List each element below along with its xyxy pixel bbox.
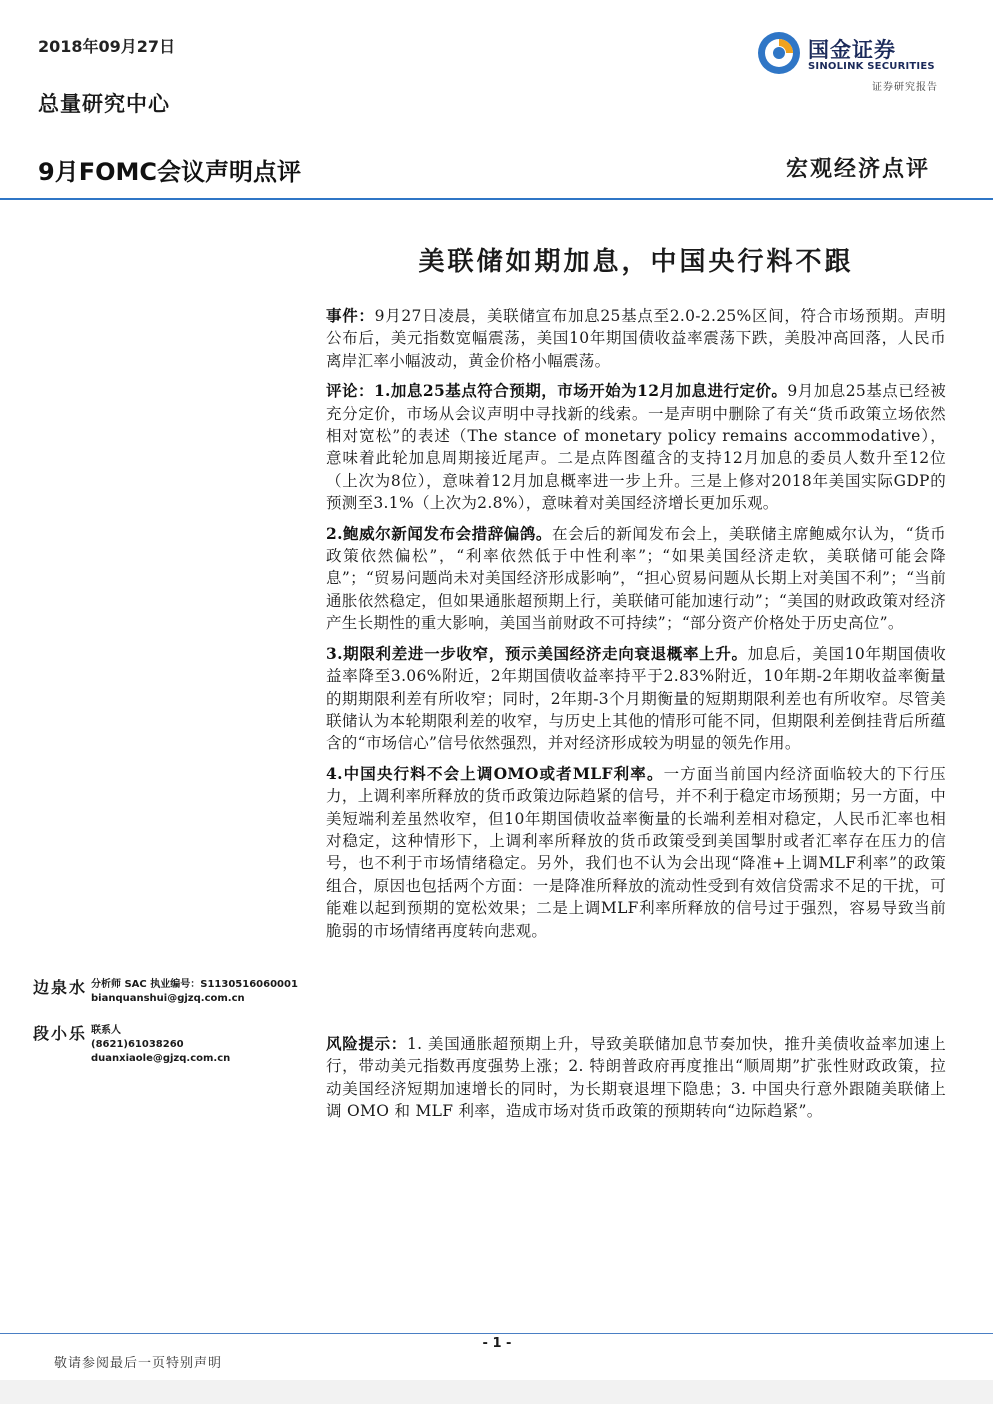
brand-name-en: SINOLINK SECURITIES	[808, 61, 935, 72]
contact-info	[91, 1021, 230, 1066]
doc-title: 9月FOMC会议声明点评	[38, 158, 301, 186]
analyst-email[interactable]: bianquanshui@gjzq.com.cn	[91, 993, 245, 1004]
contact-role: 联系人	[91, 1025, 121, 1036]
risk-text: 1. 美国通胀超预期上升，导致美联储加息节奏加快，推升美债收益率加速上行，带动美元指数再度强势上涨；2. 特朗普政府再度推出“顺周期”扩张性财政政策，拉动美国经济短期加速增长的同时，为长期衰退埋下隐患；3. 中国央行意外跟随美联储上调 OMO 和 MLF 利率，造成市场对货币政策的预期转向“边际趋紧”。	[326, 1035, 946, 1121]
analyst-name: 边泉水	[33, 978, 88, 997]
point4-text: 一方面当前国内经济面临较大的下行压力，上调利率所释放的货币政策边际趋紧的信号，并不利于稳定市场预期；另一方面，中美短端利差虽然收窄，但10年期国债收益率衡量的长端利差相对稳定，人民币汇率也相对稳定，这种情形下，上调利率所释放的货币政策受到美国掣肘或者汇率存在压力的信号，也不利于市场情绪稳定。另外，我们也不认为会出现“降准+上调MLF利率”的政策组合，原因也包括两个方面：一是降准所释放的流动性受到有效信贷需求不足的干扰，可能难以起到预期的宽松效果；二是上调MLF利率所释放的信号过于强烈，容易导致当前脆弱的市场情绪再度转向悲观。	[326, 764, 946, 940]
brand-logo	[756, 30, 946, 78]
point2-paragraph	[326, 523, 946, 635]
doc-type: 宏观经济点评	[786, 156, 931, 182]
point3-text: 加息后，美国10年期国债收益率降至3.06%附近，2年期国债收益率持平于2.83%附近，10年期-2年期收益率衡量的期期限利差有所收窄；同时，2年期-3个月期衡量的短期期限利差也有所收窄。尽管美联储认为本轮期限利差的收窄，与历史上其他的情形可能不同，但期限利差倒挂背后所蕴含的“市场信心”信号依然强烈，并对经济形成较为明显的领先作用。	[326, 644, 946, 753]
report-body	[326, 305, 946, 950]
analyst-card	[33, 975, 313, 1006]
contact-email[interactable]: duanxiaole@gjzq.com.cn	[91, 1053, 231, 1064]
footer-band	[0, 1380, 993, 1404]
research-center: 总量研究中心	[38, 91, 170, 116]
contact-name: 段小乐	[33, 1024, 88, 1043]
event-label: 事件：	[326, 306, 375, 325]
contact-phone: (8621)61038260	[91, 1039, 184, 1050]
comment-text: 9月加息25基点已经被充分定价，市场从会议声明中寻找新的线索。一是声明中删除了有关“货币政策立场依然相对宽松”的表述（The stance of monetary policy remains accommodative），意味着此轮加息周期接近尾声。二是点阵图蕴含的支持12月加息的委员人数升至12位（上次为8位），意味着12月加息概率进一步上升。三是上修对2018年美国实际GDP的预测至3.1%（上次为2.8%），意味着对美国经济增长更加乐观。	[326, 382, 947, 513]
risk-label: 风险提示：	[326, 1034, 407, 1053]
contact-card	[33, 1021, 313, 1066]
analyst-info	[91, 975, 298, 1006]
risk-section	[326, 1033, 946, 1131]
headline: 美联储如期加息，中国央行料不跟	[418, 247, 854, 277]
analyst-role: 分析师 SAC 执业编号：S1130516060001	[91, 979, 298, 990]
footer-divider	[0, 1333, 993, 1334]
point3-paragraph	[326, 643, 946, 755]
brand-name-cn: 国金证券	[808, 38, 896, 62]
point2-text: 在会后的新闻发布会上，美联储主席鲍威尔认为，“货币政策依然偏松”，“利率依然低于中性利率”；“如果美国经济走软，美联储可能会降息”；“贸易问题尚未对美国经济形成影响”，“担心贸易问题从长期上对美国不利”；“当前通胀依然稳定，但如果通胀超预期上行，美联储可能加速行动”；“美国的财政政策对经济产生长期性的重大影响，美国当前财政不可持续”；“部分资产价格处于历史高位”。	[326, 524, 946, 633]
comment-label: 评论：1.加息25基点符合预期，市场开始为12月加息进行定价。	[326, 381, 788, 401]
event-text: 9月27日凌晨，美联储宣布加息25基点至2.0-2.25%区间，符合市场预期。声明公布后，美元指数宽幅震荡，美国10年期国债收益率震荡下跌，美股冲高回落，人民币离岸汇率小幅波动，黄金价格小幅震荡。	[326, 307, 946, 370]
footer-disclaimer: 敬请参阅最后一页特别声明	[54, 1356, 223, 1371]
page-number: - 1 -	[482, 1336, 512, 1351]
point4-label: 4.中国央行料不会上调OMO或者MLF利率。	[326, 763, 664, 783]
report-category: 证券研究报告	[872, 82, 938, 93]
comment-paragraph	[326, 380, 946, 514]
point2-label: 2.鲍威尔新闻发布会措辞偏鸽。	[326, 523, 553, 543]
point4-paragraph	[326, 763, 946, 942]
header-divider	[0, 198, 993, 200]
report-date: 2018年09月27日	[38, 37, 176, 56]
sinolink-logo-icon	[756, 30, 802, 76]
risk-paragraph	[326, 1033, 946, 1123]
point3-label: 3.期限利差进一步收窄，预示美国经济走向衰退概率上升。	[326, 643, 748, 663]
event-paragraph	[326, 305, 946, 372]
